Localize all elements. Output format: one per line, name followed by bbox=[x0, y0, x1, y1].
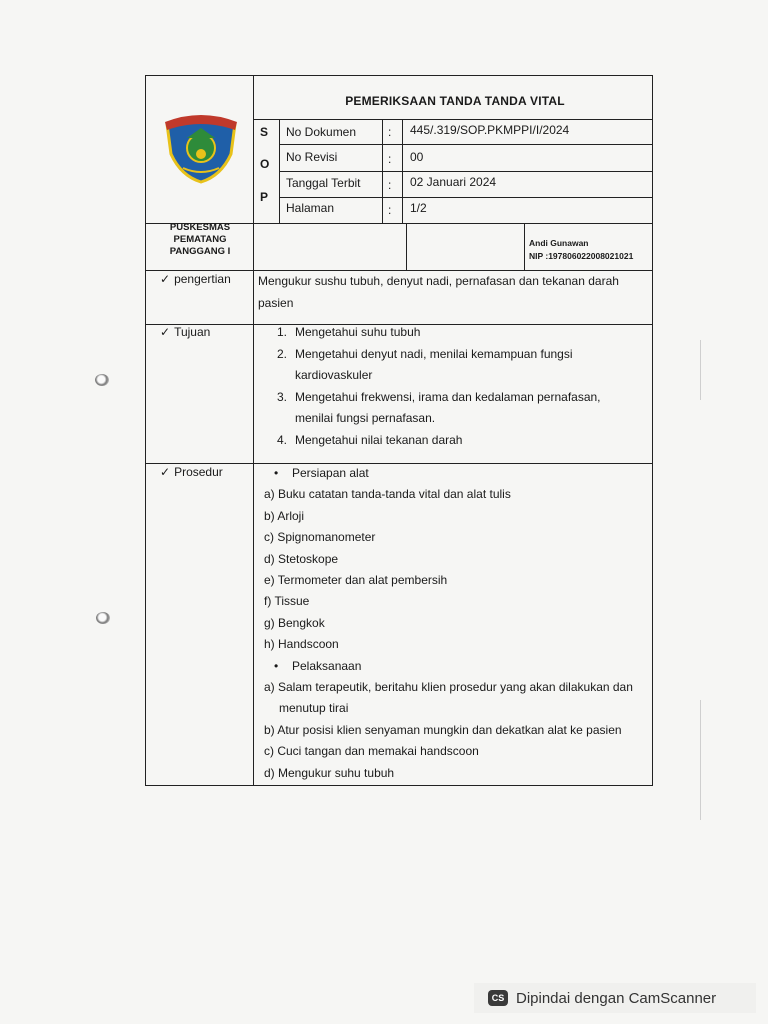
meta-label-no-dokumen: No Dokumen bbox=[286, 125, 357, 139]
meta-sep: : bbox=[388, 203, 392, 217]
checkmark-icon: ✓ bbox=[160, 465, 171, 479]
divider bbox=[279, 144, 653, 145]
meta-sep: : bbox=[388, 125, 392, 139]
scan-edge-mark bbox=[700, 700, 701, 820]
divider bbox=[524, 223, 525, 271]
signer-name: Andi Gunawan bbox=[529, 238, 589, 248]
punch-hole-top bbox=[95, 374, 109, 386]
org-line: PEMATANG bbox=[173, 234, 227, 245]
section-label-tujuan bbox=[160, 325, 210, 339]
punch-hole-bottom bbox=[96, 612, 110, 624]
tujuan-list bbox=[277, 322, 601, 451]
sop-document bbox=[145, 75, 653, 786]
prosedur-list bbox=[264, 463, 633, 784]
list-item: c) Cuci tangan dan memakai handscoon bbox=[264, 744, 479, 759]
org-line: PUSKESMAS bbox=[169, 222, 231, 233]
meta-label-tanggal-terbit: Tanggal Terbit bbox=[286, 176, 361, 190]
list-item: b) Arloji bbox=[264, 508, 305, 523]
signer-block bbox=[529, 237, 633, 263]
meta-sep: : bbox=[388, 152, 392, 166]
text-line: Mengukur sushu tubuh, denyut nadi, pernafasan dan tekanan darah bbox=[258, 274, 619, 288]
bullet-heading: • Persiapan alat bbox=[264, 463, 633, 484]
section-label-prosedur bbox=[160, 465, 223, 479]
camscanner-icon: CS bbox=[488, 990, 508, 1006]
list-item: f) Tissue bbox=[264, 594, 310, 609]
meta-value-no-revisi: 00 bbox=[410, 150, 424, 164]
section-label-pengertian bbox=[160, 272, 231, 286]
list-item: 4. Mengetahui nilai tekanan darah bbox=[277, 432, 463, 447]
list-item-continuation: menilai fungsi pernafasan. bbox=[295, 411, 436, 425]
list-item: a) Buku catatan tanda-tanda vital dan alat tulis bbox=[264, 487, 511, 502]
list-item: 3. Mengetahui frekwensi, irama dan kedalaman pernafasan, bbox=[277, 389, 601, 404]
organization-name bbox=[146, 222, 254, 258]
meta-label-halaman: Halaman bbox=[286, 201, 335, 215]
signer-nip: NIP :197806022008021021 bbox=[529, 251, 634, 261]
sop-letter-o: O bbox=[260, 157, 270, 171]
divider bbox=[279, 197, 653, 198]
org-line: PANGGANG I bbox=[169, 246, 231, 257]
list-item: d) Stetoskope bbox=[264, 551, 339, 566]
label-text: pengertian bbox=[174, 272, 231, 286]
meta-value-tanggal-terbit: 02 Januari 2024 bbox=[410, 175, 497, 189]
watermark-text: Dipindai dengan CamScanner bbox=[516, 989, 717, 1007]
scan-edge-mark bbox=[700, 340, 701, 400]
checkmark-icon: ✓ bbox=[160, 272, 171, 286]
puskesmas-logo bbox=[161, 114, 241, 184]
list-item: h) Handscoon bbox=[264, 637, 339, 652]
pengertian-text bbox=[258, 270, 648, 314]
list-item: e) Termometer dan alat pembersih bbox=[264, 573, 448, 588]
checkmark-icon: ✓ bbox=[160, 325, 171, 339]
divider bbox=[253, 76, 254, 786]
sop-letter-p: P bbox=[260, 190, 269, 204]
list-item: b) Atur posisi klien senyaman mungkin dan dekatkan alat ke pasien bbox=[264, 722, 622, 737]
text-line: pasien bbox=[258, 296, 294, 310]
document-title: PEMERIKSAAN TANDA TANDA VITAL bbox=[345, 94, 565, 108]
divider bbox=[279, 171, 653, 172]
list-item: c) Spignomanometer bbox=[264, 530, 376, 545]
meta-sep: : bbox=[388, 178, 392, 192]
list-item: d) Mengukur suhu tubuh bbox=[264, 765, 395, 780]
list-item-continuation: menutup tirai bbox=[279, 701, 349, 716]
sop-letter-s: S bbox=[260, 125, 269, 139]
list-item: 2. Mengetahui denyut nadi, menilai kemampuan fungsi bbox=[277, 346, 573, 361]
label-text: Tujuan bbox=[174, 325, 211, 339]
camscanner-watermark bbox=[474, 983, 756, 1013]
divider bbox=[406, 223, 407, 271]
divider bbox=[253, 119, 653, 120]
list-item: g) Bengkok bbox=[264, 615, 325, 630]
bullet-heading: • Pelaksanaan bbox=[264, 656, 633, 677]
list-item: a) Salam terapeutik, beritahu klien prosedur yang akan dilakukan dan bbox=[264, 680, 633, 695]
meta-value-halaman: 1/2 bbox=[410, 201, 427, 215]
list-item-continuation: kardiovaskuler bbox=[295, 368, 373, 382]
meta-value-no-dokumen: 445/.319/SOP.PKMPPI/I/2024 bbox=[410, 123, 570, 137]
label-text: Prosedur bbox=[174, 465, 223, 479]
meta-label-no-revisi: No Revisi bbox=[286, 150, 338, 164]
list-item: 1. Mengetahui suhu tubuh bbox=[277, 325, 421, 339]
